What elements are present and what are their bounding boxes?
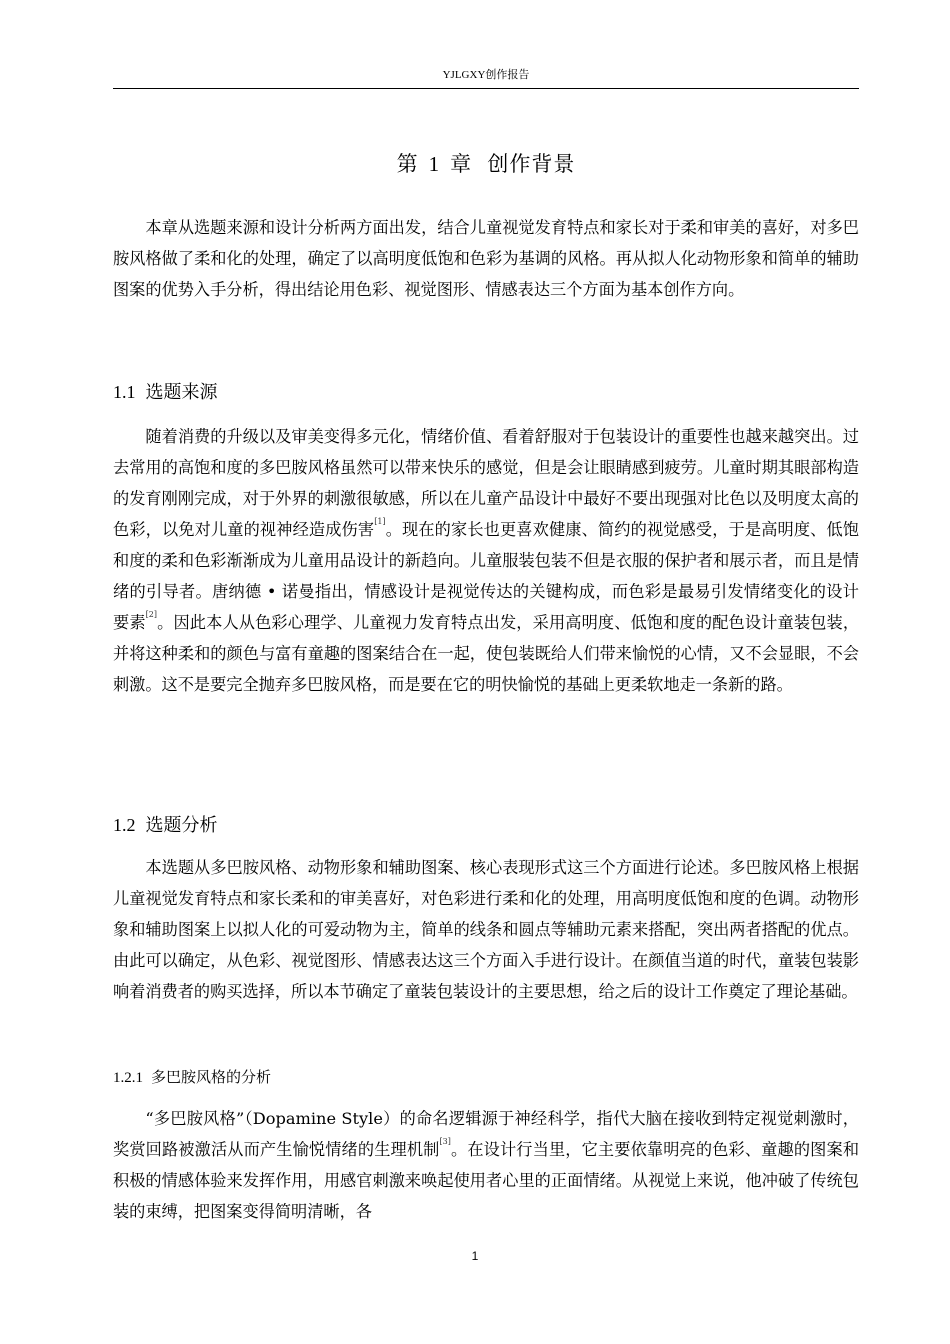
citation-ref[interactable]: [1] — [374, 517, 386, 526]
section-number: 1.1 — [113, 382, 136, 402]
section-1-1-paragraph — [113, 421, 859, 700]
section-1-2-paragraph: 本选题从多巴胺风格、动物形象和辅助图案、核心表现形式这三个方面进行论述。多巴胺风格上根据儿童视觉发育特点和家长柔和的审美喜好，对色彩进行柔和化的处理，用高明度低饱和度的色调。动物形象和辅助图案上以拟人化的可爱动物为主，简单的线条和圆点等辅助元素来搭配，突出两者搭配的优点。由此可以确定，从色彩、视觉图形、情感表达这三个方面入手进行设计。在颜值当道的时代，童装包装影响着消费者的购买选择，所以本节确定了童装包装设计的主要思想，给之后的设计工作奠定了理论基础。 — [113, 858, 859, 1001]
section-number: 1.2 — [113, 815, 136, 835]
chapter-number: 1 — [428, 152, 441, 176]
section-title: 选题来源 — [145, 382, 218, 403]
paragraph-text: 随着消费的升级以及审美变得多元化，情绪价值、看着舒服对于包装设计的重要性也越来越突出。过去常用的高饱和度的多巴胺风格虽然可以带来快乐的感觉，但是会让眼睛感到疲劳。儿童时期其眼部构造的发育刚刚完成，对于外界的刺激很敏感，所以在儿童产品设计中最好不要出现强对比色以及明度太高的色彩，以免对儿童的视神经造成伤害 — [113, 427, 859, 539]
chapter-title-text: 创作背景 — [487, 152, 576, 176]
section-1-2-1-paragraph — [113, 1103, 859, 1227]
chapter-label-pre: 第 — [396, 152, 419, 176]
section-heading-1-2 — [113, 811, 218, 837]
paragraph-text: 。在设计行当里，它主要依靠明亮的色彩、童趣的图案和积极的情感体验来发挥作用，用感官刺激来唤起使用者心里的正面情绪。从视觉上来说，他冲破了传统包装的束缚，把图案变得简明清晰，各 — [113, 1140, 860, 1221]
subsection-title: 多巴胺风格的分析 — [151, 1068, 272, 1086]
intro-paragraph: 本章从选题来源和设计分析两方面出发，结合儿童视觉发育特点和家长对于柔和审美的喜好，对多巴胺风格做了柔和化的处理，确定了以高明度低饱和色彩为基调的风格。再从拟人化动物形象和简单的辅助图案的优势入手分析，得出结论用色彩、视觉图形、情感表达三个方面为基本创作方向。 — [113, 218, 859, 299]
paragraph-text: 。因此本人从色彩心理学、儿童视力发育特点出发，采用高明度、低饱和度的配色设计童装包装，并将这种柔和的颜色与富有童趣的图案结合在一起，使包装既给人们带来愉悦的心情，又不会显眼，不会刺激。这不是要完全抛弃多巴胺风格，而是要在它的明快愉悦的基础上更柔软地走一条新的路。 — [113, 613, 860, 694]
citation-ref[interactable]: [2] — [145, 610, 157, 619]
page-number: 1 — [471, 1249, 479, 1263]
subsection-heading-1-2-1 — [113, 1066, 271, 1087]
chapter-title — [113, 148, 859, 178]
chapter-label-post: 章 — [450, 152, 473, 176]
header-rule — [113, 88, 859, 89]
paragraph-text: “多巴胺风格”（Dopamine Style）的命名逻辑源于神经科学，指代大脑在接收到特定视觉刺激时，奖赏回路被激活从而产生愉悦情绪的生理机制 — [113, 1109, 859, 1159]
citation-ref[interactable]: [3] — [439, 1137, 451, 1146]
running-header: YJLGXY创作报告 — [442, 69, 530, 81]
section-heading-1-1 — [113, 378, 218, 404]
section-title: 选题分析 — [145, 815, 218, 836]
paragraph-text: 。现在的家长也更喜欢健康、简约的视觉感受，于是高明度、低饱和度的柔和色彩渐渐成为儿童用品设计的新趋向。儿童服装包装不但是衣服的保护者和展示者，而且是情绪的引导者。唐纳德 • 诺曼指出，情感设计是视觉传达的关键构成，而色彩是最易引发情绪变化的设计要素 — [113, 520, 860, 632]
subsection-number: 1.2.1 — [113, 1070, 143, 1086]
